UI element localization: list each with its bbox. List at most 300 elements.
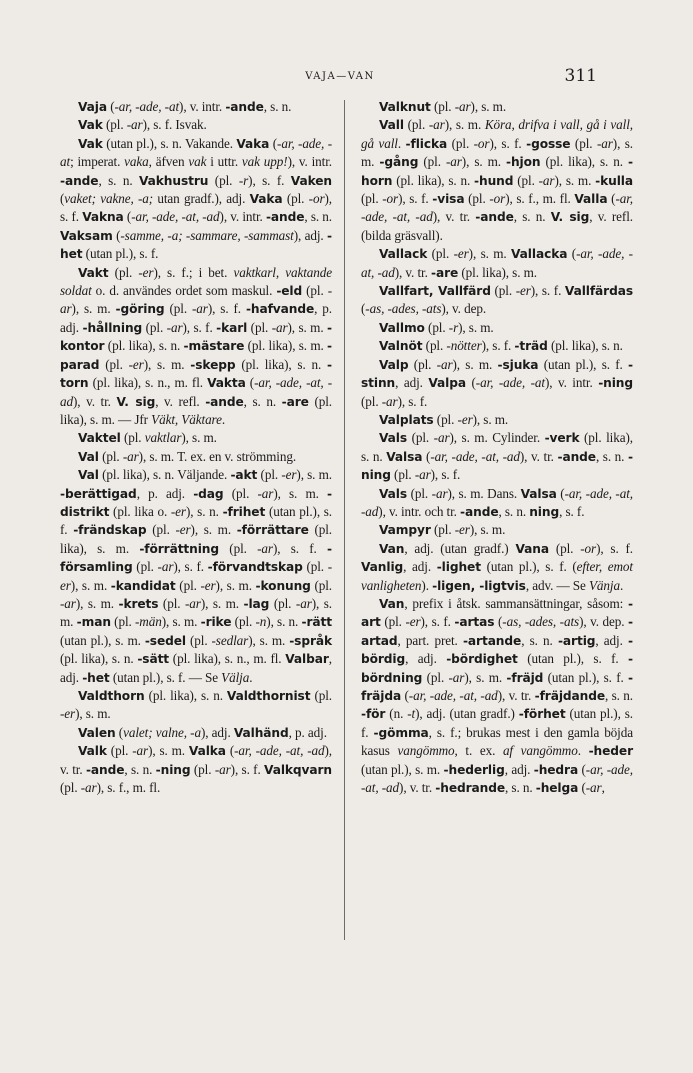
italic-text: -or	[382, 191, 399, 207]
entry-text: ), s. m.	[143, 356, 191, 372]
entry-text: ), s. f.	[489, 135, 527, 151]
headword: Valbar	[285, 652, 329, 667]
headword: -förrättning	[139, 541, 219, 556]
italic-text: -ar	[60, 595, 76, 611]
headword: -akt	[230, 468, 258, 483]
headword: -man	[76, 615, 111, 630]
headword: -lighet	[436, 560, 481, 575]
entry-text: (pl. lika), s. n.	[392, 172, 475, 188]
entry-text: .	[397, 135, 406, 151]
entry-text: ), s. f.	[397, 393, 428, 409]
headword: -hafvande	[245, 302, 315, 317]
headword: -förhet	[518, 707, 566, 722]
entry-text: ), s. m.	[472, 411, 509, 427]
entry-text: (pl.	[108, 264, 139, 280]
italic-text: -ar	[381, 393, 398, 409]
headword: Valnöt	[379, 339, 423, 354]
headword: -bördig	[361, 633, 633, 667]
italic-text: -ar	[431, 485, 448, 501]
entry-text: (pl.	[361, 191, 383, 207]
headword: Valknut	[379, 100, 431, 114]
entry-text: ), s. f.	[530, 283, 565, 299]
italic-text: -r	[238, 172, 249, 188]
entry-text: (pl.	[490, 283, 516, 299]
italic-text: -er	[454, 522, 470, 538]
entry-text: (utan pl.), s. m.	[60, 632, 145, 648]
entry-text: ), s. m.	[215, 577, 256, 593]
entry-text: (pl.	[219, 540, 258, 556]
entry-text: ), s. f.	[248, 172, 291, 188]
entry-text: ), v. intr.	[287, 154, 332, 170]
headword: Van	[379, 596, 405, 611]
entry-text: (utan pl.), s. f.	[82, 246, 159, 262]
entry-text: (pl.	[146, 522, 176, 538]
entry-text: , p. adj.	[136, 485, 194, 501]
entry-text: (	[60, 191, 65, 207]
page-number: 311	[564, 66, 597, 86]
headword: Vallack	[379, 247, 428, 262]
italic-text: -er	[515, 283, 531, 299]
italic-text: -ar, -ade, -at, -ad	[361, 485, 633, 519]
entry-text: (	[245, 375, 255, 391]
entry-text: , adj. (utan gradf.)	[404, 540, 516, 556]
headword: -hållning	[82, 320, 143, 335]
italic-text: -er	[453, 246, 469, 262]
headword: -dag	[193, 486, 224, 501]
headword: -hjon	[506, 155, 541, 170]
entry-text: (n.	[385, 706, 408, 722]
headword: -sedel	[144, 633, 186, 648]
italic-text: -ar, -ade, -at	[114, 99, 180, 114]
headword: Vak	[78, 136, 103, 151]
entry-text: (	[465, 375, 476, 391]
italic-text: -ar	[60, 283, 332, 317]
headword: -parad	[60, 339, 332, 372]
headword: Vallfart, Vallfärd	[379, 284, 491, 299]
italic-text: Välja	[221, 669, 250, 685]
entry-text: (pl.	[513, 172, 539, 188]
entry-text: , s. n.	[263, 99, 292, 114]
entry-text: (	[269, 135, 278, 151]
entry-text: ), s. f.	[182, 319, 217, 335]
italic-text: -nötter	[446, 338, 482, 354]
italic-text: -ar, -ade, -at, -ad	[361, 191, 633, 225]
entry-text: (	[107, 99, 115, 114]
entry-text: (pl.	[403, 117, 429, 133]
dictionary-entry	[361, 356, 633, 411]
entry-text: ,	[601, 780, 605, 796]
entry-text: ), s. m.	[200, 595, 244, 611]
headword: -gömma	[373, 725, 429, 740]
entry-text: , p. adj.	[60, 301, 332, 335]
headword: -hederlig	[443, 762, 505, 777]
headword: -distrikt	[60, 486, 332, 519]
italic-text: -ar	[433, 430, 450, 446]
headword: Vaja	[78, 100, 107, 114]
headword: Valplats	[379, 412, 434, 427]
headword: -gosse	[526, 136, 571, 151]
entry-text: .	[577, 743, 589, 759]
entry-text: (pl. lika), s. n.	[540, 154, 629, 170]
italic-text: -samme, -a; -sammare, -sammast	[120, 227, 294, 243]
entry-text: (pl.	[132, 559, 158, 575]
right-column	[361, 98, 633, 797]
entry-text: ), s. m.	[273, 485, 328, 501]
headword: -fräjd	[506, 670, 544, 685]
entry-text: ), s. m.	[470, 99, 507, 114]
headword: -art	[361, 596, 633, 630]
entry-text: , äfven	[148, 154, 189, 170]
entry-text: (	[225, 743, 235, 759]
italic-text: vaka	[124, 154, 149, 170]
headword: -torn	[60, 357, 332, 391]
entry-text: ), v. intr.	[179, 99, 226, 114]
headword: -ning	[155, 762, 191, 777]
italic-text: -ar	[585, 780, 602, 796]
entry-text: ), s. f.	[230, 761, 265, 777]
italic-text: Väkt, Väktare	[151, 411, 222, 427]
entry-text: (pl.	[231, 614, 256, 630]
entry-text: ), s. f., m. fl.	[505, 191, 575, 207]
headword: -församling	[60, 541, 332, 575]
dictionary-entry	[60, 116, 332, 134]
entry-text: ), s. m.	[148, 743, 189, 759]
entry-text: (pl.	[433, 411, 458, 427]
headword: Vals	[379, 431, 408, 446]
entry-text: (pl.	[310, 688, 332, 703]
entry-text: , s. f.	[559, 503, 585, 519]
entry-text: (	[401, 688, 409, 703]
entry-text: ), s. f.	[60, 191, 332, 225]
entry-text: ), s. m.	[461, 154, 506, 170]
entry-text: (pl.	[361, 393, 382, 409]
headword: -fräjda	[361, 670, 633, 703]
italic-text: -ar, -ade, -at	[475, 375, 545, 391]
italic-text: -ar	[295, 595, 312, 611]
italic-text: -ar	[454, 99, 471, 114]
italic-text: -n	[255, 614, 267, 630]
headword: Vakt	[78, 265, 109, 280]
dictionary-entry	[361, 245, 633, 282]
italic-text: -er	[457, 411, 473, 427]
headword: Vaken	[290, 173, 332, 188]
italic-text: -ar, -ade, -at	[60, 135, 332, 170]
entry-text: (pl.	[110, 614, 135, 630]
headword: -ande	[557, 449, 596, 464]
headword: Vakta	[207, 376, 246, 391]
entry-text: (pl.	[257, 467, 282, 483]
headword: Vaksam	[60, 228, 113, 243]
italic-text: -ar	[80, 780, 97, 796]
entry-text: (pl.	[407, 485, 432, 501]
headword: -heder	[588, 744, 633, 759]
italic-text: -or	[308, 191, 325, 207]
entry-text: ), v. tr.	[432, 209, 476, 225]
headword: -träd	[514, 339, 548, 354]
entry-text: ), s. m.	[554, 172, 596, 188]
entry-text: (pl. lika o.	[109, 503, 171, 519]
entry-text: (pl.	[164, 301, 193, 317]
entry-text: (pl.	[99, 356, 129, 372]
entry-text: ), s. m.	[464, 669, 507, 685]
entry-text: (pl. lika), s. n.	[144, 688, 227, 703]
entry-text: ).	[421, 577, 433, 593]
entry-text: ), v. dep.	[579, 614, 629, 630]
entry-text: (pl.	[223, 485, 258, 501]
entry-text: (utan pl.), s. n. Vakande.	[102, 135, 237, 151]
entry-text: (pl.	[427, 246, 454, 262]
italic-text: -ar	[132, 743, 149, 759]
entry-text: (	[578, 780, 586, 796]
entry-text: (	[607, 191, 616, 207]
headword: Vallfärdas	[564, 284, 633, 299]
headword: V. sig	[550, 210, 590, 225]
italic-text: -ar, -ade, -at, -ad	[430, 448, 520, 464]
entry-text: (pl.	[120, 430, 145, 446]
dictionary-entry	[60, 687, 332, 724]
entry-text: (pl.	[408, 356, 437, 372]
headword: Valsa	[520, 486, 557, 501]
entry-text: , p. adj.	[288, 724, 327, 740]
headword: -artig	[557, 633, 596, 648]
headword: Valk	[78, 744, 107, 759]
headword: -skepp	[190, 357, 236, 372]
entry-text: ), s. f. Isvak.	[142, 117, 207, 133]
entry-text: (pl.	[269, 595, 296, 611]
italic-text: -ar	[166, 319, 183, 335]
entry-text: (pl.	[247, 319, 272, 335]
headword: -för	[361, 707, 386, 722]
entry-text: (pl. lika), s. n.	[547, 338, 623, 354]
entry-text: (pl.	[430, 522, 455, 538]
entry-text: (pl. lika), s. n. Väljande.	[98, 467, 231, 483]
entry-text: (	[494, 614, 503, 630]
italic-text: efter, emot vanligheten	[361, 559, 633, 593]
headword: -rike	[200, 615, 232, 630]
entry-text: (pl.	[447, 135, 474, 151]
entry-text: ), s. f., m. fl.	[96, 780, 161, 796]
headword: -are	[281, 394, 309, 409]
entry-text: (utan pl.), s. f.	[60, 503, 332, 538]
entry-text: (pl.	[430, 99, 455, 114]
headword: -ning	[598, 376, 634, 391]
entry-text: ), s. f.	[481, 338, 515, 354]
headword: -konung	[255, 578, 311, 593]
entry-text: (pl. lika), s. n., m. fl.	[169, 651, 286, 667]
entry-text: ), s. m.	[181, 430, 217, 446]
entry-text: , adj.	[595, 632, 629, 648]
dictionary-entry	[361, 337, 633, 355]
headword: -gång	[379, 155, 419, 170]
entry-text: (	[578, 761, 586, 777]
headword: -ande	[60, 173, 99, 188]
entry-text: ), s. m.	[444, 117, 485, 133]
entry-text: (	[556, 485, 565, 501]
dictionary-entry	[60, 466, 332, 687]
headword: -hedrande	[435, 781, 506, 796]
italic-text: -or	[580, 540, 597, 556]
headword: Valdthornist	[226, 689, 311, 703]
entry-text: (pl.	[570, 135, 597, 151]
entry-text: , adj.	[504, 761, 534, 777]
entry-text: , v. refl.	[155, 393, 206, 409]
entry-text: utan gradf.), adj.	[153, 191, 250, 207]
headword: -ande	[460, 504, 499, 519]
dictionary-entry	[361, 98, 633, 116]
entry-text: (utan pl.), s. f.	[543, 669, 629, 685]
headword: -eld	[276, 284, 303, 299]
headword: Valen	[78, 725, 116, 740]
dictionary-entry	[60, 135, 332, 264]
dictionary-entry	[60, 98, 332, 116]
headword: ning	[529, 504, 560, 519]
entry-text: (	[361, 301, 366, 317]
headword: -verk	[544, 431, 580, 446]
entry-text: .	[249, 669, 253, 685]
headword: -ning	[361, 449, 633, 483]
headword: Vaktel	[78, 431, 121, 446]
entry-text: , adj.	[60, 651, 332, 685]
italic-text: -or	[489, 191, 506, 207]
entry-text: (utan pl.), s. f. — Se	[109, 669, 222, 685]
entry-text: (pl. lika), s. m.	[244, 338, 328, 354]
entry-text: , s. n.	[521, 632, 558, 648]
dictionary-entry	[361, 282, 633, 319]
entry-text: , adj.	[403, 559, 437, 575]
entry-text: (pl.	[98, 448, 123, 464]
entry-text: ), s. m. T. ex. en v. strömming.	[138, 448, 297, 464]
entry-text: (	[422, 448, 431, 464]
italic-text: -ar, -ade, -at, -ad	[131, 209, 220, 225]
headword: -mästare	[183, 339, 245, 354]
headword: Van	[379, 541, 405, 556]
headword: -bördning	[361, 652, 633, 685]
headword: -ande	[205, 394, 244, 409]
italic-text: -ar, -ade, -at, -ad	[60, 375, 332, 409]
italic-text: -ar	[271, 319, 288, 335]
entry-text: , s. n.	[304, 209, 332, 225]
italic-text: -ar	[214, 761, 231, 777]
column-divider	[344, 100, 345, 940]
entry-text: (pl.	[464, 191, 490, 207]
headword: -berättigad	[60, 486, 137, 501]
headword: Valka	[188, 744, 226, 759]
dictionary-entry	[60, 429, 332, 447]
headword: -sätt	[137, 652, 170, 667]
headword: -fräjdande	[534, 689, 606, 703]
italic-text: Vänja	[588, 577, 620, 593]
dictionary-entry	[361, 411, 633, 429]
headword: Valla	[574, 192, 608, 207]
italic-text: -ar	[448, 669, 465, 685]
entry-text: (pl.	[142, 319, 167, 335]
dictionary-entry	[361, 319, 633, 337]
entry-text: ), s. m.	[70, 577, 111, 593]
italic-text: -ar	[428, 117, 445, 133]
italic-text: -ar, -ade, -at, -ad	[234, 743, 325, 759]
entry-text: (pl.	[102, 117, 127, 133]
entry-text: (pl. lika), s. n.	[104, 338, 184, 354]
italic-text: -as, -ades, -ats	[365, 301, 442, 317]
headword: -ande	[265, 210, 305, 225]
headword: Vampyr	[379, 523, 431, 538]
entry-text: (pl.	[422, 669, 449, 685]
italic-text: -ar	[414, 467, 431, 483]
italic-text: -män	[135, 614, 162, 630]
headword: -visa	[432, 192, 465, 207]
entry-text: (pl. lika), s. m.	[458, 264, 537, 280]
entry-text: ), s. m.	[469, 522, 506, 538]
italic-text: -ar	[596, 135, 613, 151]
italic-text: -ar	[126, 117, 143, 133]
entry-text: (	[112, 227, 121, 243]
headword: -hund	[474, 173, 514, 188]
entry-text: (pl.	[310, 577, 332, 593]
entry-text: (pl. lika), s. n.	[60, 651, 138, 667]
headword: Valp	[379, 357, 409, 372]
italic-text: -ar	[257, 540, 273, 556]
italic-text: -ar, -ade, -at, -ad	[361, 246, 633, 280]
entry-text: , prefix i åtsk. sammansättningar, såsom:	[404, 595, 629, 611]
entry-text: , adv. — Se	[525, 577, 589, 593]
entry-text: , s. n.	[513, 209, 551, 225]
headword: -göring	[115, 302, 165, 317]
entry-text: (pl.	[158, 595, 186, 611]
entry-text: (pl.	[407, 430, 434, 446]
entry-text: ), s. f.; i bet.	[153, 264, 234, 280]
headword: -horn	[361, 155, 633, 188]
entry-text: (pl. lika), s. n.	[235, 356, 328, 372]
italic-text: vangömmo	[397, 743, 455, 759]
italic-text: -er	[138, 264, 154, 280]
entry-text: (pl.	[302, 283, 328, 299]
entry-text: ), s. m. Dans.	[447, 485, 521, 501]
entry-text: ), s. m.	[248, 632, 290, 648]
entry-text: o. d. användes ordet som maskul.	[91, 283, 277, 299]
dictionary-entry	[60, 724, 332, 742]
headword: -artas	[454, 615, 495, 630]
dictionary-entry	[60, 264, 332, 430]
headword: Valhänd	[233, 725, 289, 740]
italic-text: vaktkarl, vaktande soldat	[60, 264, 332, 299]
headword: -frihet	[222, 504, 266, 519]
entry-text: ), s. m.	[60, 595, 332, 630]
italic-text: -er	[175, 522, 191, 538]
entry-text: ), s. f.	[398, 191, 433, 207]
headword: -språk	[289, 633, 332, 648]
entry-text: ), s. m.	[75, 595, 119, 611]
headword: Vak	[78, 118, 103, 133]
entry-text: ), s. m.	[452, 356, 498, 372]
entry-text: (utan pl.), s. f.	[517, 651, 629, 667]
entry-text: (pl.	[186, 632, 212, 648]
entry-text: (utan pl.), s. f.	[538, 356, 629, 372]
headword: -stinn	[361, 357, 633, 391]
dictionary-entry	[361, 485, 633, 522]
entry-text: ), s. f.	[272, 540, 328, 556]
entry-text: (	[567, 246, 577, 262]
entry-text: , part. pret.	[397, 632, 463, 648]
entry-text: (pl.	[106, 743, 133, 759]
entry-text: ), v. dep.	[441, 301, 487, 317]
entry-text: , s. n.	[98, 172, 139, 188]
headword: -frändskap	[73, 523, 147, 538]
entry-text: ), v. tr.	[394, 264, 431, 280]
headword: Valdthorn	[78, 689, 145, 703]
italic-text: -er	[405, 614, 421, 630]
entry-text: (utan pl.), s. f. (	[480, 559, 577, 575]
entry-text: (pl. lika), s. m.	[60, 522, 332, 556]
